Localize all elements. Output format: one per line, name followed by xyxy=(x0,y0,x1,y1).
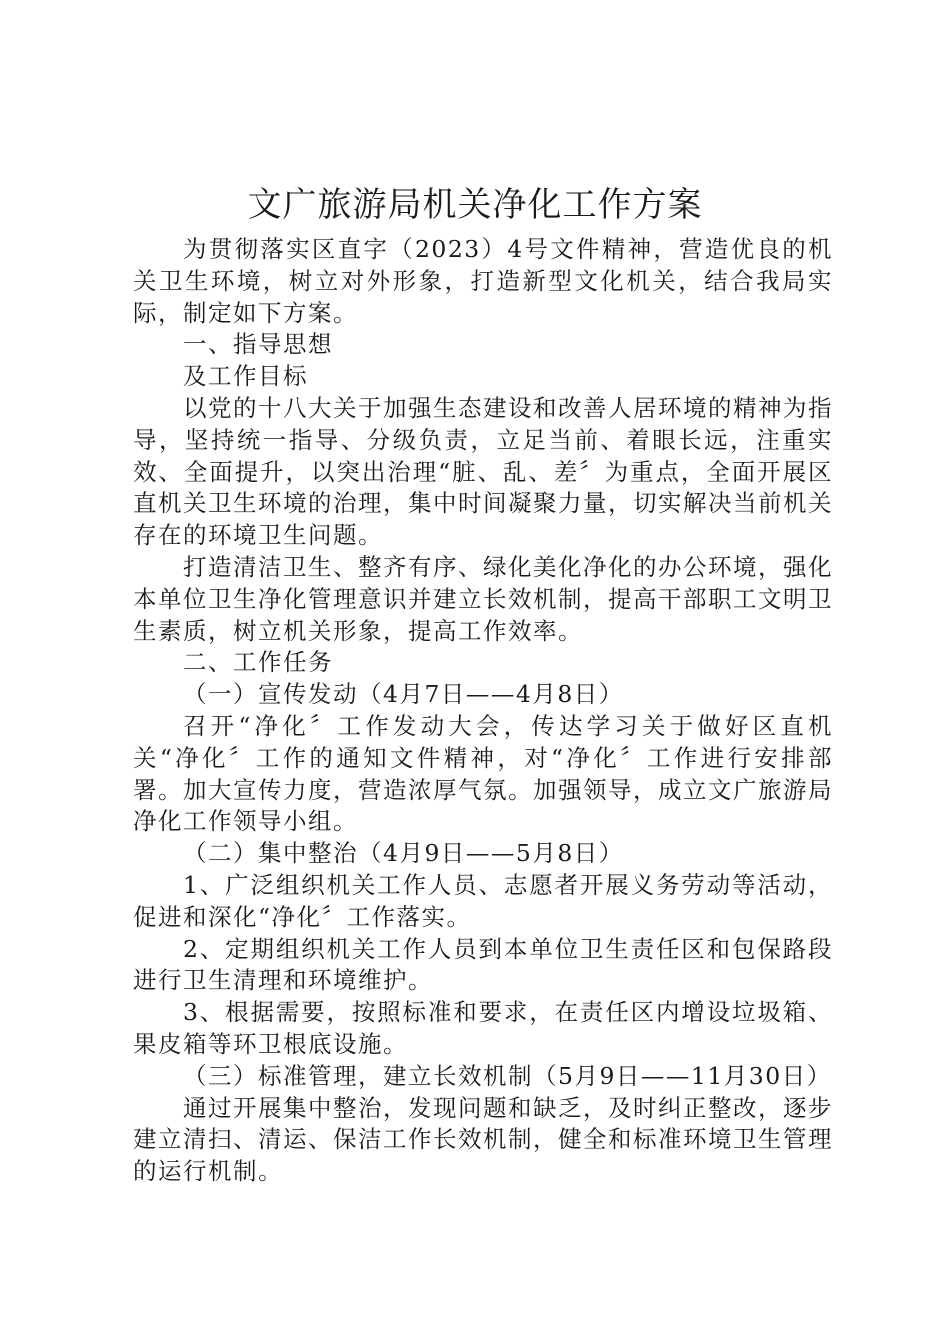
subsection-heading-rectification: （二）集中整治（4月9日——5月8日） xyxy=(183,839,624,868)
subsection-heading-long-term-mechanism: （三）标准管理，建立长效机制（5月9日——11月30日） xyxy=(183,1061,832,1090)
publicity-paragraph: 召开“净化〞工作发动大会，传达学习关于做好区直机关“净化〞工作的通知文件精神，对“净化〞工作进行安排部署。加大宣传力度，营造浓厚气氛。加强领导，成立文广旅游局净化工作领导小组。 xyxy=(133,711,833,836)
subsection-heading-publicity: （一）宣传发动（4月7日——4月8日） xyxy=(183,680,624,709)
document-title: 文广旅游局机关净化工作方案 xyxy=(247,185,703,225)
section-heading-guiding-thought: 一、指导思想 xyxy=(183,330,333,359)
intro-paragraph: 为贯彻落实区直字（2023）4号文件精神，营造优良的机关卫生环境，树立对外形象，打造新型文化机关，结合我局实际，制定如下方案。 xyxy=(133,235,833,327)
section-heading-work-goals: 及工作目标 xyxy=(183,362,308,391)
task-item-2: 2、定期组织机关工作人员到本单位卫生责任区和包保路段进行卫生清理和环境维护。 xyxy=(133,934,833,995)
long-term-mechanism-paragraph: 通过开展集中整治，发现问题和缺乏，及时纠正整改，逐步建立清扫、清运、保洁工作长效机制，健全和标准环境卫生管理的运行机制。 xyxy=(133,1093,833,1186)
work-goals-paragraph: 打造清洁卫生、整齐有序、绿化美化净化的办公环境，强化本单位卫生净化管理意识并建立长效机制，提高干部职工文明卫生素质，树立机关形象，提高工作效率。 xyxy=(133,552,833,645)
task-item-3: 3、根据需要，按照标准和要求，在责任区内增设垃圾箱、果皮箱等环卫根底设施。 xyxy=(133,998,833,1058)
task-item-1: 1、广泛组织机关工作人员、志愿者开展义务劳动等活动，促进和深化“净化〞工作落实。 xyxy=(133,870,833,931)
document-body xyxy=(133,234,833,1188)
section-heading-work-tasks: 二、工作任务 xyxy=(183,648,333,677)
guiding-thought-paragraph: 以党的十八大关于加强生态建设和改善人居环境的精神为指导，坚持统一指导、分级负责，立足当前、着眼长远，注重实效、全面提升，以突出治理“脏、乱、差〞为重点，全面开展区直机关卫生环境的治理，集中时间凝聚力量，切实解决当前机关存在的环境卫生问题。 xyxy=(133,393,833,550)
